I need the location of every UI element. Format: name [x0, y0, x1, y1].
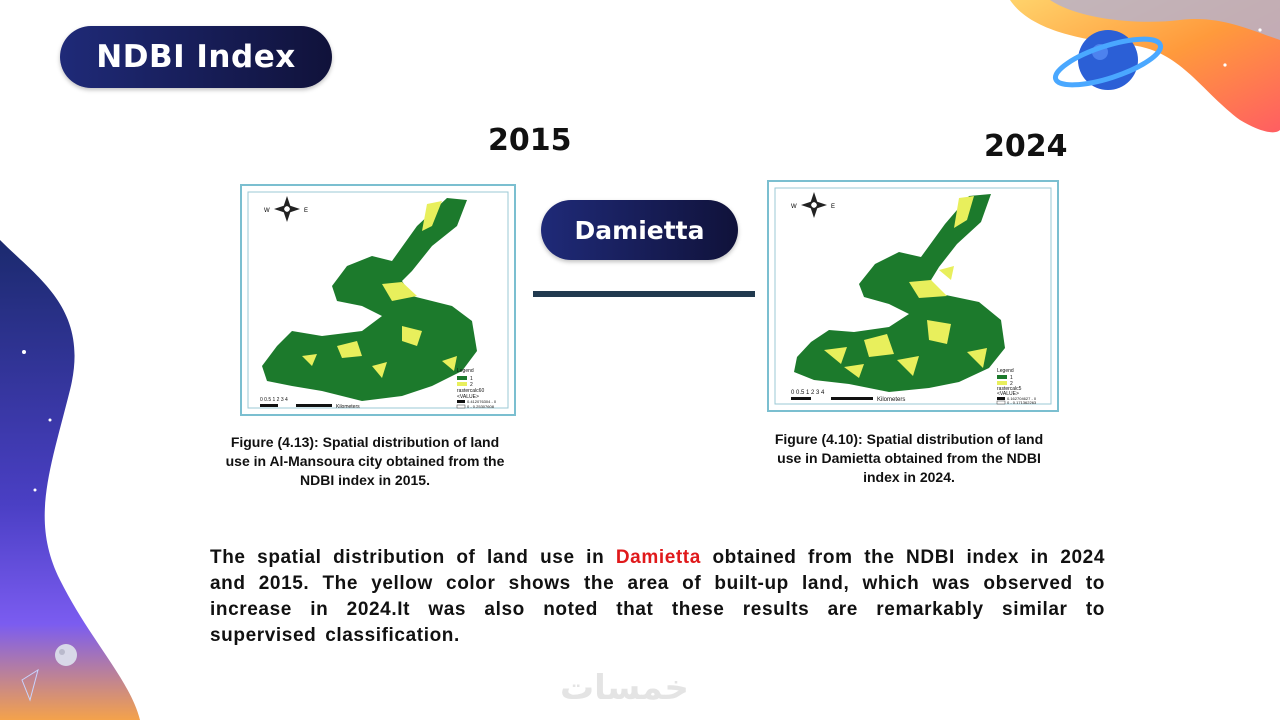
- legend-2015: [457, 368, 497, 409]
- map-2024: [767, 180, 1059, 412]
- svg-text:Kilometers: Kilometers: [336, 404, 360, 410]
- svg-text:W: W: [264, 208, 270, 214]
- legend-high: 0.412076304 - 0: [467, 399, 497, 404]
- caption-2015: Figure (4.13): Spatial distribution of land use in Al-Mansoura city obtained from the NDBI index in 2015.: [225, 434, 505, 488]
- summary-highlight: Damietta: [615, 547, 701, 568]
- page-title: NDBI Index: [96, 39, 296, 75]
- year-label-2015: 2015: [488, 123, 572, 158]
- legend-item-1: 1: [470, 376, 473, 382]
- svg-text:0 0.5 1 2 3 4: 0 0.5 1 2 3 4: [260, 397, 288, 403]
- map-2015: [240, 184, 516, 416]
- legend-item-1: 1: [1010, 375, 1013, 381]
- planet-icon: [1051, 30, 1166, 94]
- legend-title: Legend: [457, 368, 474, 374]
- legend-value: <VALUE>: [997, 391, 1019, 397]
- svg-text:W: W: [791, 204, 797, 210]
- city-badge: [541, 200, 738, 260]
- title-badge: [60, 26, 332, 88]
- legend-value: <VALUE>: [457, 394, 479, 400]
- land-area-2015: [262, 198, 477, 401]
- divider-line: [533, 291, 755, 297]
- summary-text-after: obtained from the NDBI index in 2024 and 2015. The yellow color shows the area of built-up land, which was observed to increase in 2024.It was also noted that these results are remarkably similar to supervised classification.: [210, 547, 1105, 646]
- legend-title: Legend: [997, 368, 1014, 374]
- svg-text:E: E: [831, 204, 836, 210]
- legend-raster: rastercalc60: [457, 388, 485, 394]
- legend-raster: rastercalc5: [997, 386, 1022, 392]
- summary-text-before: The spatial distribution of land use in: [210, 547, 616, 568]
- svg-text:E: E: [304, 208, 309, 214]
- caption-2024: Figure (4.10): Spatial distribution of land use in Damietta obtained from the NDBI index in 2024.: [774, 431, 1044, 485]
- svg-text:Kilometers: Kilometers: [877, 397, 906, 403]
- legend-2024: [997, 368, 1037, 405]
- watermark: خمسات: [560, 668, 689, 708]
- svg-text:0 0.5 1 2 3 4: 0 0.5 1 2 3 4: [791, 390, 825, 396]
- legend-high: 0.162704627 - 0: [1007, 396, 1037, 401]
- legend-item-2: 2: [1010, 381, 1013, 387]
- summary-paragraph: [210, 545, 1105, 649]
- city-label: Damietta: [574, 215, 705, 245]
- top-right-decoration: [990, 0, 1280, 140]
- legend-low: 0 - 0.25307608: [467, 404, 494, 409]
- left-wave-decoration: [0, 240, 180, 720]
- scale-bar-2024: [791, 390, 905, 403]
- year-label-2024: 2024: [984, 129, 1068, 164]
- north-arrow-icon: [264, 196, 308, 222]
- legend-low: 0 - 0.171362263: [1007, 400, 1037, 405]
- north-arrow-icon: [791, 192, 835, 218]
- legend-item-2: 2: [470, 382, 473, 388]
